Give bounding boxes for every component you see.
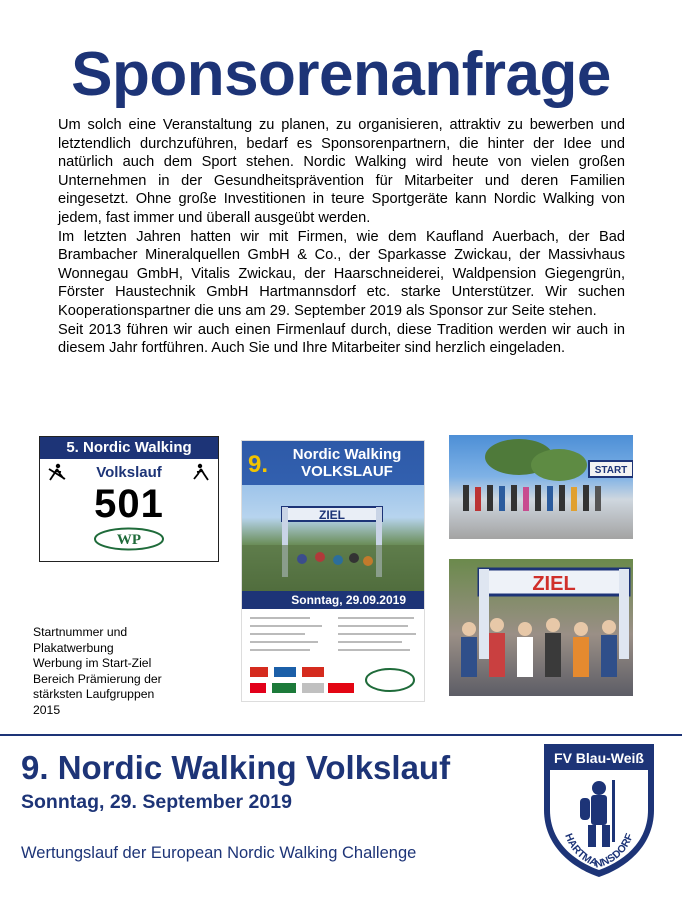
crest-top-text: FV Blau-Weiß xyxy=(554,750,644,766)
bib-number: 501 xyxy=(94,482,164,526)
poster-banner: ZIEL xyxy=(319,508,345,522)
event-date: Sonntag, 29. September 2019 xyxy=(21,791,292,813)
walker-icon-right xyxy=(190,463,212,481)
paragraph-1: Um solch eine Veranstaltung zu planen, zu organisieren, attraktiv zu bewerben und letztendlich durchzuführen, bedarf es Sponsorenpartnern, die hinter der Idee und natürlich auch dem Sport stehen. Nordic Walking wird heute von vielen großen Unternehmen in der Gesundheitsprävention für Mitarbeiter und deren Familien eingesetzt. Ohne große Investitionen in teure Sportgeräte kann Nordic Walking von jedem, fast immer und überall ausgeübt werden. xyxy=(58,117,625,226)
page-title: Sponsorenanfrage xyxy=(71,40,611,109)
start-photo xyxy=(449,435,633,539)
paragraph-2: Im letzten Jahren hatten wir mit Firmen, wie dem Kaufland Auerbach, der Bad Brambacher Mineralquellen GmbH & Co., der Sparkasse Zwickau, der Massivhaus Wonnegau GmbH, Vitalis Zwickau, der Haarschneiderei, Waldpension Giegengrün, Förster Haustechnik GmbH Hartmannsdorf etc. starke Unterstützer. Wir suchen Kooperationspartner die uns am 29. September 2019 als Sponsor zur Seite stehen. xyxy=(58,228,625,319)
poster-date: Sonntag, 29.09.2019 xyxy=(242,591,425,609)
club-crest xyxy=(540,740,658,880)
poster-number: 9. xyxy=(248,451,269,478)
bib-sponsor-logo xyxy=(40,527,218,551)
bib-header: 5. Nordic Walking xyxy=(40,437,218,459)
sponsor-request-text xyxy=(58,116,625,358)
start-number-bib xyxy=(39,436,219,562)
walker-icon xyxy=(46,463,68,481)
bib-subheader xyxy=(40,459,218,483)
photo-caption: Startnummer und Plakatwerbung Werbung im Start-Ziel Bereich Prämierung der stärksten Laufgruppen 2015 xyxy=(33,625,162,717)
event-title: 9. Nordic Walking Volkslauf xyxy=(21,749,451,786)
footer-divider xyxy=(0,734,682,736)
ziel-sign: ZIEL xyxy=(532,573,576,595)
poster-title: Nordic Walking VOLKSLAUF xyxy=(292,446,402,480)
event-poster xyxy=(241,440,425,702)
bib-volkslauf: Volkslauf xyxy=(96,463,162,481)
poster-sponsor-logos xyxy=(250,665,420,695)
poster-photo xyxy=(242,485,425,593)
finish-photo xyxy=(449,559,633,696)
start-sign: START xyxy=(594,465,628,476)
challenge-text: Wertungslauf der European Nordic Walking Challenge xyxy=(21,844,417,862)
crest-bottom-text: HARTMANNSDORF xyxy=(562,831,636,871)
paragraph-3: Seit 2013 führen wir auch einen Firmenlauf durch, diese Tradition werden wir auch in diesem Jahr fortführen. Auch Sie und Ihre Mitarbeiter sind herzlich eingeladen. xyxy=(58,321,625,357)
bib-logo-text: WP xyxy=(116,532,142,548)
